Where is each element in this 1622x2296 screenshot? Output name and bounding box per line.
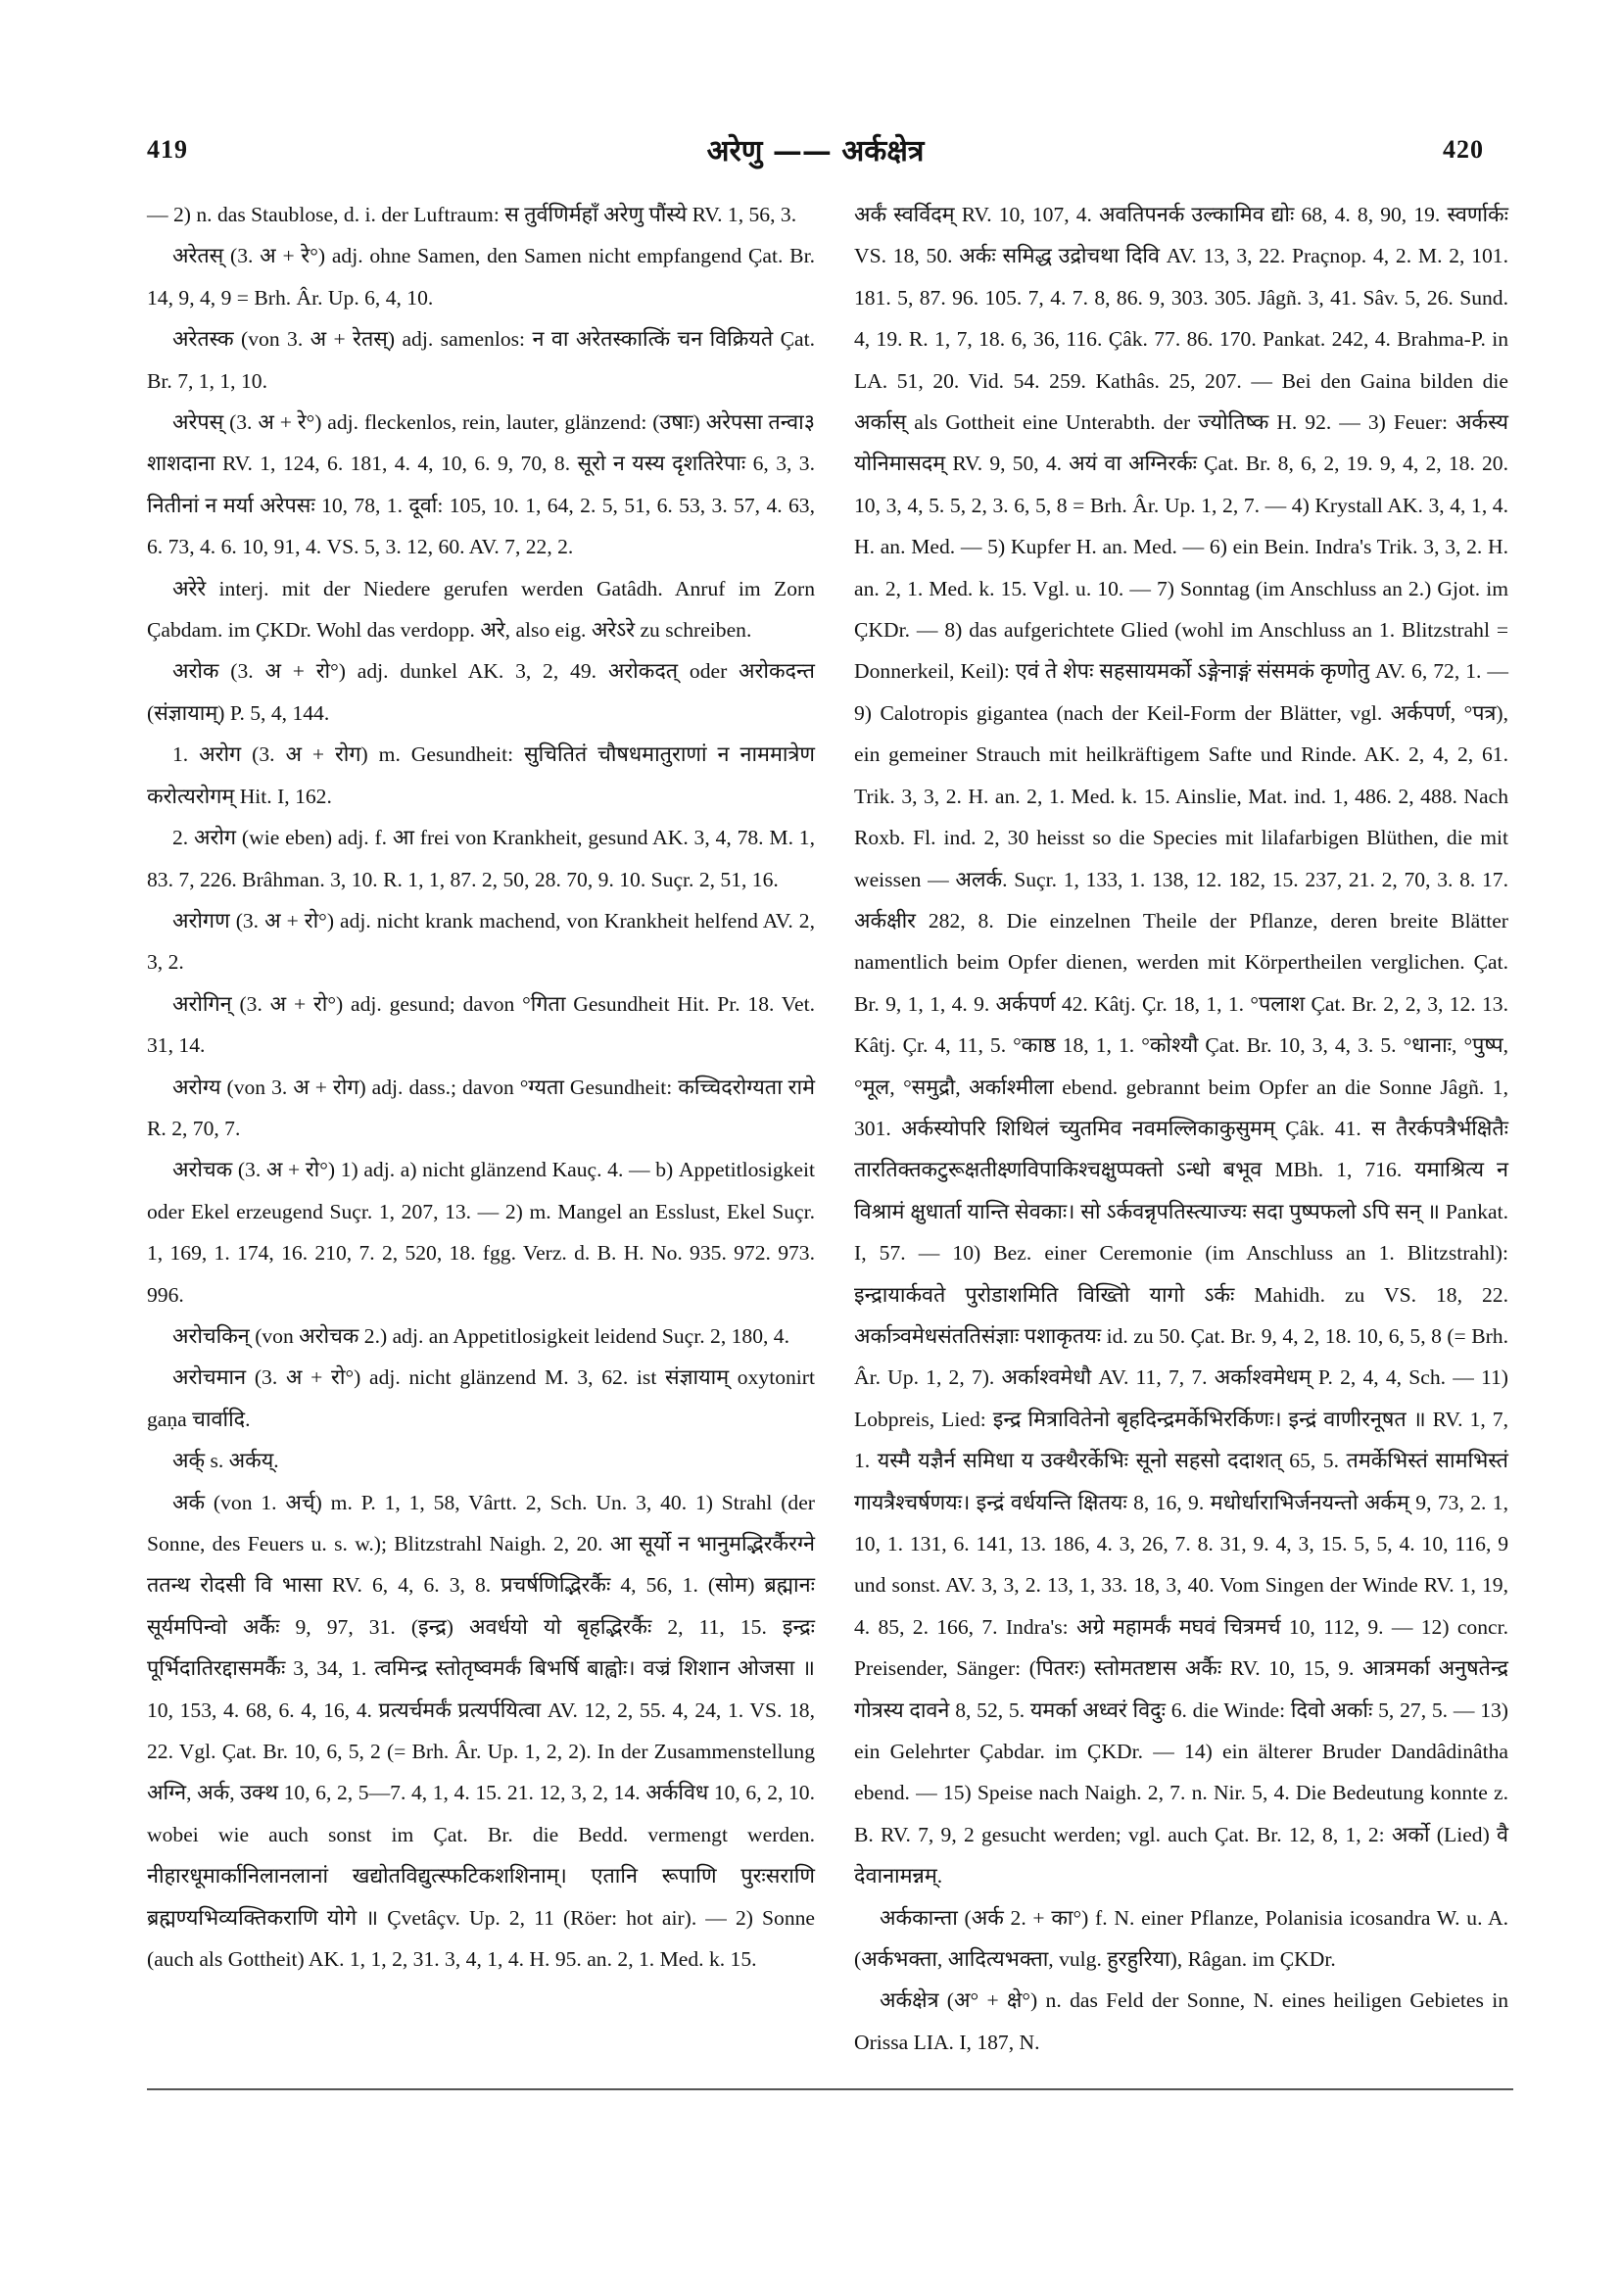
dictionary-entry: 1. अरोग (3. अ + रोग) m. Gesundheit: सुचितितं चौषधमातुराणां न नाममात्रेण करोत्यरोगम् Hit. I, 162.: [147, 742, 815, 808]
dictionary-entry: — 2) n. das Staublose, d. i. der Luftraum: स तुर्वणिर्महाँ अरेणु पौंस्ये RV. 1, 56, 3.: [147, 203, 797, 226]
dictionary-entry: अरोचकिन् (von अरोचक 2.) adj. an Appetitlosigkeit leidend Suçr. 2, 180, 4.: [172, 1323, 790, 1348]
dictionary-entry: अरेतस् (3. अ + रे°) adj. ohne Samen, den Samen nicht empfangend Çat. Br. 14, 9, 4, 9 = Brh. Âr. Up. 6, 4, 10.: [147, 244, 815, 310]
page-number-right: 420: [1443, 135, 1484, 164]
dictionary-entry: अरोग्य (von 3. अ + रोग) adj. dass.; davon °ग्यता Gesundheit: कच्चिदरोग्यता रामे R. 2, 70, 7.: [147, 1075, 815, 1140]
dictionary-entry: अर्कक्षेत्र (अ° + क्षे°) n. das Feld der Sonne, N. eines heiligen Gebietes in Orissa LIA. I, 187, N.: [854, 1988, 1508, 2054]
running-title: अरेणु —— अर्कक्षेत्र: [706, 134, 925, 168]
dictionary-entry: अरेपस् (3. अ + रे°) adj. fleckenlos, rein, lauter, glänzend: (उषाः) अरेपसा तन्वा३ शाशदाना RV. 1, 124, 6. 181, 4. 4, 10, 6. 9, 70, 8. सूरो न यस्य दृशतिरेपाः 6, 3, 3. नितीनां न मर्या अरेपसः 10, 78, 1. दूर्वा: 105, 10. 1, 64, 2. 5, 51, 6. 53, 3. 57, 4. 63, 6. 73, 4. 6. 10, 91, 4. VS. 5, 3. 12, 60. AV. 7, 22, 2.: [147, 410, 815, 559]
dictionary-entry: अरोक (3. अ + रो°) adj. dunkel AK. 3, 2, 49. अरोकदत् oder अरोकदन्त (संज्ञायाम्) P. 5, 4, 144.: [147, 659, 815, 725]
dictionary-entry: 2. अरोग (wie eben) adj. f. आ frei von Krankheit, gesund AK. 3, 4, 78. M. 1, 83. 7, 226. Brâhman. 3, 10. R. 1, 1, 87. 2, 50, 28. 70, 9. 10. Suçr. 2, 51, 16.: [147, 826, 815, 891]
dictionary-entry: अर्कं स्वर्विदम् RV. 10, 107, 4. अवतिपनर्क उल्कामिव द्योः 68, 4. 8, 90, 19. स्वर्णार्कः VS. 18, 50. अर्कः समिद्ध उद्रोचथा दिवि AV. 13, 3, 22. Praçnop. 4, 2. M. 2, 101. 181. 5, 87. 96. 105. 7, 4. 7. 8, 86. 9, 303. 305. Jâgñ. 3, 41. Sâv. 5, 26. Sund. 4, 19. R. 1, 7, 18. 6, 36, 116. Çâk. 77. 86. 170. Pankat. 242, 4. Brahma-P. in LA. 51, 20. Vid. 54. 259. Kathâs. 25, 207. — Bei den Gaina bilden die अर्कास् als Gottheit eine Unterabth. der ज्योतिष्क H. 92. — 3) Feuer: अर्कस्य योनिमासदम् RV. 9, 50, 4. अयं वा अग्निरर्कः Çat. Br. 8, 6, 2, 19. 9, 4, 2, 18. 20. 10, 3, 4, 5. 5, 2, 3. 6, 5, 8 = Brh. Âr. Up. 1, 2, 7. — 4) Krystall AK. 3, 4, 1, 4. H. an. Med. — 5) Kupfer H. an. Med. — 6) ein Bein. Indra's Trik. 3, 3, 2. H. an. 2, 1. Med. k. 15. Vgl. u. 10. — 7) Sonntag (im Anschluss an 2.) Gjot. im ÇKDr. — 8) das aufgerichtete Glied (wohl im Anschluss an 1. Blitzstrahl = Donnerkeil, Keil): एवं ते शेपः सहसायमर्को ऽङ्गेनाङ्गं संसमकं कृणोतु AV. 6, 72, 1. — 9) Calotropis gigantea (nach der Keil-Form der Blätter, vgl. अर्कपर्ण, °पत्र), ein gemeiner Strauch mit heilkräftigem Safte und Rinde. AK. 2, 4, 2, 61. Trik. 3, 3, 2. H. an. 2, 1. Med. k. 15. Ainslie, Mat. ind. 1, 486. 2, 488. Nach Roxb. Fl. ind. 2, 30 heisst so die Species mit lilafarbigen Blüthen, die mit weissen — अलर्क. Suçr. 1, 133, 1. 138, 12. 182, 15. 237, 21. 2, 70, 3. 8. 17. अर्कक्षीर 282, 8. Die einzelnen Theile der Pflanze, deren breite Blätter namentlich beim Opfer dienen, werden mit Körpertheilen verglichen. Çat. Br. 9, 1, 1, 4. 9. अर्कपर्ण 42. Kâtj. Çr. 18, 1, 1. °पलाश Çat. Br. 2, 2, 3, 12. 13. Kâtj. Çr. 4, 11, 5. °काष्ठ 18, 1, 1. °कोश्यौ Çat. Br. 10, 3, 4, 3. 5. °धानाः, °पुष्प, °मूल, °समुद्रौ, अर्काश्मीला ebend. gebrannt beim Opfer an die Sonne Jâgñ. 1, 301. अर्कस्योपरि शिथिलं च्युतमिव नवमल्लिकाकुसुमम् Çâk. 41. स तैरर्कपत्रैर्भक्षितैः तारतिक्तकटुरूक्षतीक्ष्णविपाकिश्चक्षुप्पक्तो ऽन्धो बभूव MBh. 1, 716. यमाश्रित्य न विश्रामं क्षुधार्ता यान्ति सेवकाः। सो ऽर्कवन्नृपतिस्त्याज्यः सदा पुष्पफलो ऽपि सन् ॥ Pankat. I, 57. — 10) Bez. einer Ceremonie (im Anschluss an 1. Blitzstrahl): इन्द्रायार्कवते पुरोडाशमिति विख्तिो यागो ऽर्कः Mahidh. zu VS. 18, 22. अर्कात्र्वमेधसंततिसंज्ञाः पशाकृतयः id. zu 50. Çat. Br. 9, 4, 2, 18. 10, 6, 5, 8 (= Brh. Âr. Up. 1, 2, 7). अर्काश्वमेधौ AV. 11, 7, 7. अर्काश्वमेधम् P. 2, 4, 4, Sch. — 11) Lobpreis, Lied: इन्द्र मित्रावितेनो बृहदिन्द्रमर्केभिरर्किणः। इन्द्रं वाणीरनूषत ॥ RV. 1, 7, 1. यस्मै यज्ञैर्न समिधा य उक्थैरर्केभिः सूनो सहसो ददाशत् 65, 5. तमर्केभिस्तं सामभिस्तं गायत्रैश्चर्षणयः। इन्द्रं वर्धयन्ति क्षितयः 8, 16, 9. मधोर्धाराभिर्जनयन्तो अर्कम् 9, 73, 2. 1, 10, 1. 131, 6. 141, 13. 186, 4. 3, 26, 7. 8. 31, 9. 4, 3, 15. 5, 5, 4. 10, 116, 9 und sonst. AV. 3, 3, 2. 13, 1, 33. 18, 3, 40. Vom Singen der Winde RV. 1, 19, 4. 85, 2. 166, 7. Indra's: अग्रे महामर्कं मघवं चित्रमर्च 10, 112, 9. — 12) concr. Preisender, Sänger: (पितरः) स्तोमतष्टास अर्कैः RV. 10, 15, 9. आत्रमर्का अनुषतेन्द्र गोत्रस्य दावने 8, 52, 5. यमर्का अध्वरं विदुः 6. die Winde: दिवो अर्काः 5, 27, 5. — 13) ein Gelehrter Çabdar. im ÇKDr. — 14) ein älterer Bruder Dandâdinâtha ebend. — 15) Speise nach Naigh. 2, 7. n. Nir. 5, 4. Die Bedeutung konnte z. B. RV. 7, 9, 2 gesucht werden; vgl. auch Çat. Br. 12, 8, 1, 2: अर्को (Lied) वै देवानामन्नम्.: [854, 203, 1508, 1889]
right-column: [854, 194, 1508, 2063]
dictionary-entry: अर्क् s. अर्कय्.: [172, 1449, 279, 1473]
dictionary-entry: अरोचक (3. अ + रो°) 1) adj. a) nicht glänzend Kauç. 4. — b) Appetitlosigkeit oder Ekel erzeugend Suçr. 1, 207, 13. — 2) m. Mangel an Esslust, Ekel Suçr. 1, 169, 1. 174, 16. 210, 7. 2, 520, 18. fgg. Verz. d. B. H. No. 935. 972. 973. 996.: [147, 1158, 815, 1307]
left-column: [147, 194, 815, 1980]
footer-rule: [147, 2088, 1513, 2090]
dictionary-entry: अरेरे interj. mit der Niedere gerufen werden Gatâdh. Anruf im Zorn Çabdam. im ÇKDr. Wohl das verdopp. अरे, also eig. अरेऽरे zu schreiben.: [147, 576, 815, 643]
dictionary-entry: अरेतस्क (von 3. अ + रेतस्) adj. samenlos: न वा अरेतस्कात्किं चन विक्रियते Çat. Br. 7, 1, 1, 10.: [147, 327, 815, 393]
dictionary-entry: अरोगिन् (3. अ + रो°) adj. gesund; davon °गिता Gesundheit Hit. Pr. 18. Vet. 31, 14.: [147, 991, 815, 1058]
dictionary-entry: अरोचमान (3. अ + रो°) adj. nicht glänzend M. 3, 62. ist संज्ञायाम् oxytonirt gaṇa चार्वादि.: [147, 1365, 815, 1431]
page-header: [147, 129, 1484, 178]
page-number-left: 419: [147, 135, 188, 164]
dictionary-entry: अर्ककान्ता (अर्क 2. + का°) f. N. einer Pflanze, Polanisia icosandra W. u. A. (अर्कभक्ता, आदित्यभक्ता, vulg. हुरहुरिया), Râgan. im ÇKDr.: [854, 1905, 1508, 1972]
dictionary-entry: अर्क (von 1. अर्च्) m. P. 1, 1, 58, Vârtt. 2, Sch. Un. 3, 40. 1) Strahl (der Sonne, des Feuers u. s. w.); Blitzstrahl Naigh. 2, 20. आ सूर्यो न भानुमद्भिरर्कैरग्ने ततन्थ रोदसी वि भासा RV. 6, 4, 6. 3, 8. प्रचर्षणिद्भिरर्कैः 4, 56, 1. (सोम) ब्रह्मानः सूर्यमपिन्वो अर्कैः 9, 97, 31. (इन्द्र) अवर्धयो यो बृहद्भिरर्कैः 2, 11, 15. इन्द्रः पूर्भिदातिरद्दासमर्कैः 3, 34, 1. त्वमिन्द्र स्तोतृष्वमर्कं बिभर्षि बाह्वोः। वज्रं शिशान ओजसा ॥ 10, 153, 4. 68, 6. 4, 16, 4. प्रत्यर्चमर्कं प्रत्यर्पयित्वा AV. 12, 2, 55. 4, 24, 1. VS. 18, 22. Vgl. Çat. Br. 10, 6, 5, 2 (= Brh. Âr. Up. 1, 2, 2). In der Zusammenstellung अग्नि, अर्क, उक्थ 10, 6, 2, 5—7. 4, 1, 4. 15. 21. 12, 3, 2, 14. अर्कविध 10, 6, 2, 10. wobei wie auch sonst im Çat. Br. die Bedd. vermengt werden. नीहारधूमार्कानिलानलानां खद्योतविद्युत्स्फटिकशशिनाम्। एतानि रूपाणि पुरःसराणि ब्रह्मण्यभिव्यक्तिकराणि योगे ॥ Çvetâçv. Up. 2, 11 (Röer: hot air). — 2) Sonne (auch als Gottheit) AK. 1, 1, 2, 31. 3, 4, 1, 4. H. 95. an. 2, 1. Med. k. 15.: [147, 1490, 815, 1972]
dictionary-entry: अरोगण (3. अ + रो°) adj. nicht krank machend, von Krankheit helfend AV. 2, 3, 2.: [147, 908, 815, 975]
